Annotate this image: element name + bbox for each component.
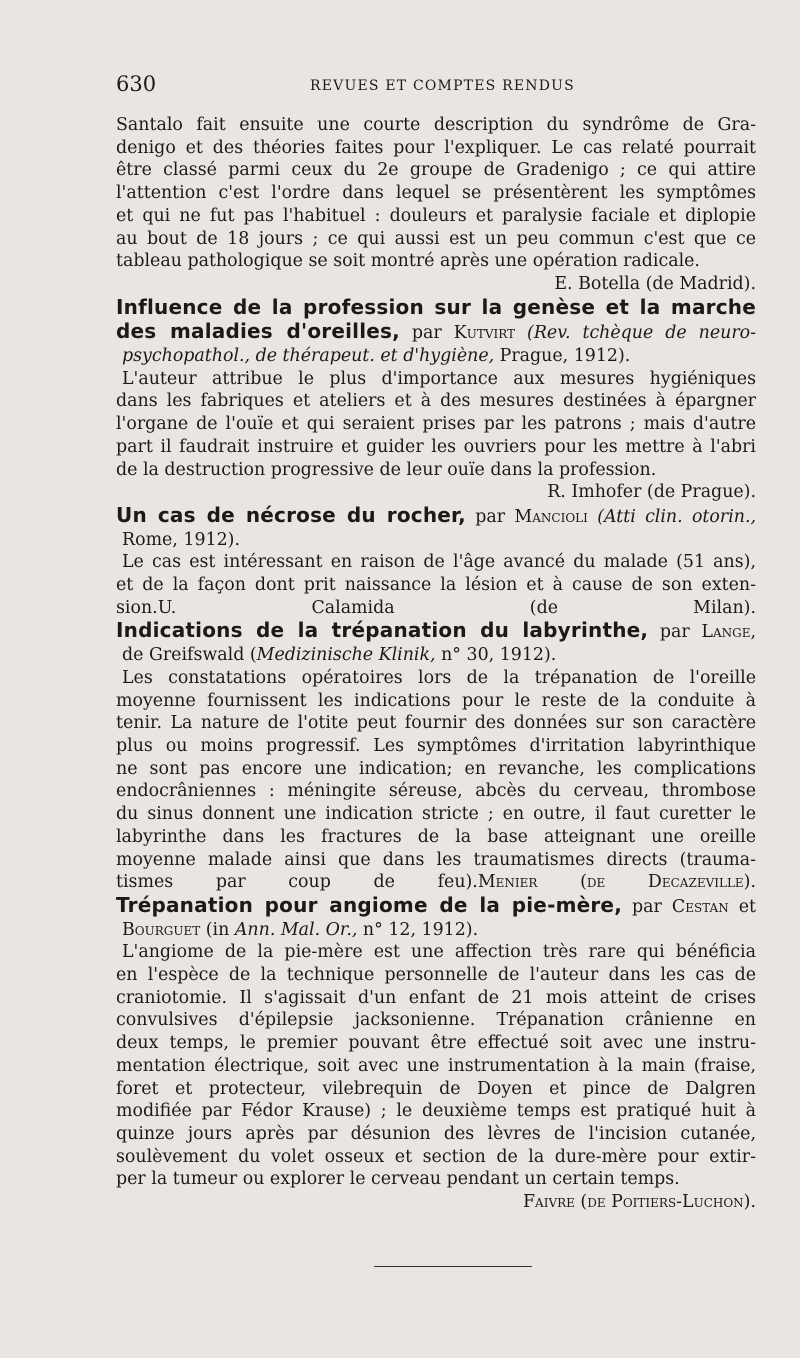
- article-reference: psychopathol., de thérapeut. et d'hygiène, Prague, 1912).: [122, 346, 631, 367]
- text-line: craniotomie. Il s'agissait d'un enfant de 21 mois atteint de crises: [116, 987, 756, 1008]
- text-line: l'attention c'est l'ordre dans lequel se présentèrent les symptômes: [116, 183, 756, 204]
- text-line: per la tumeur ou explorer le cerveau pendant un certain temps.: [116, 1169, 680, 1190]
- signature: E. Botella (de Madrid).: [554, 273, 756, 294]
- text-line: ne sont pas encore une indication; en revanche, les complications: [116, 758, 756, 779]
- text-line: moyenne fournissent les indications pour le reste de la conduite à: [116, 690, 756, 711]
- article-trepanation-labyrinthe: [116, 619, 756, 893]
- text-line-with-signature: sion.U. Calamida (de Milan).: [116, 597, 756, 618]
- text-line: Les constatations opératoires lors de la trépanation de l'oreille: [122, 667, 756, 688]
- text-line-with-signature: tismes par coup de feu).Menier (de Decazeville).: [116, 872, 756, 893]
- text-line: du sinus donnent une indication stricte ; en outre, il faut curetter le: [116, 804, 756, 825]
- article-title-line: Un cas de nécrose du rocher, par Mancioli (Atti clin. otorin.,: [116, 502, 757, 527]
- text-line: foret et protecteur, vilebrequin de Doyen et pince de Dalgren: [116, 1078, 756, 1099]
- text-line: moyenne malade ainsi que dans les traumatismes directs (trauma-: [116, 849, 756, 870]
- text-line: L'angiome de la pie-mère est une affection très rare qui bénéficia: [122, 942, 756, 963]
- end-rule: [374, 1266, 532, 1267]
- article-reference: de Greifswald (Medizinische Klinik, n° 30, 1912).: [122, 645, 557, 666]
- article-title-line: Influence de la profession sur la genèse et la marche: [116, 294, 756, 319]
- article-angiome-pie-mere: [116, 894, 756, 1214]
- article-title-line: Trépanation pour angiome de la pie-mère, par Cestan et: [116, 892, 757, 917]
- text-line: Le cas est intéressant en raison de l'âge avancé du malade (51 ans),: [122, 552, 756, 573]
- running-head: REVUES ET COMPTES RENDUS: [310, 78, 575, 94]
- article-title-line: des maladies d'oreilles, par Kutvirt (Rev. tchèque de neuro-: [116, 319, 756, 344]
- text-line: en l'espèce de la technique personnelle de l'auteur dans les cas de: [116, 965, 756, 986]
- text-line: et qui ne fut pas l'habituel : douleurs et paralysie faciale et diplopie: [116, 205, 756, 226]
- text-line: Santalo fait ensuite une courte description du syndrôme de Gra-: [116, 115, 756, 135]
- text-line: part il faudrait instruire et guider les ouvriers pour les mettre à l'abri: [116, 436, 756, 457]
- article-influence-profession: [116, 296, 756, 504]
- article-necrose-rocher: [116, 504, 756, 620]
- text-line: denigo et des théories faites pour l'expliquer. Le cas relaté pourrait: [116, 137, 756, 158]
- text-line: deux temps, le premier pouvant être effectué soit avec une instru-: [116, 1033, 756, 1054]
- text-line: tableau pathologique se soit montré après une opération radicale.: [116, 251, 700, 272]
- signature: Faivre (de Poitiers-Luchon).: [522, 1192, 756, 1213]
- text-line: tenir. La nature de l'otite peut fournir des données sur son caractère: [116, 713, 756, 734]
- text-line: plus ou moins progressif. Les symptômes d'irritation labyrinthique: [116, 735, 756, 756]
- article-reference: Bourguet (in Ann. Mal. Or., n° 12, 1912).: [122, 919, 479, 940]
- article-reference: Rome, 1912).: [122, 529, 240, 550]
- text-line: soulèvement du volet osseux et section de la dure-mère pour extir-: [116, 1146, 756, 1167]
- article-title-line: Indications de la trépanation du labyrinthe, par Lange,: [116, 618, 757, 643]
- text-line: de la destruction progressive de leur ouïe dans la profession.: [116, 459, 657, 480]
- text-line: être classé parmi ceux du 2e groupe de Gradenigo ; ce qui attire: [116, 160, 756, 181]
- text-line: modifiée par Fédor Krause) ; le deuxième temps est pratiqué huit à: [116, 1101, 756, 1122]
- page-body: [116, 114, 756, 1214]
- text-line: l'organe de l'ouïe et qui seraient prises par les patrons ; mais d'autre: [116, 414, 756, 435]
- text-line: quinze jours après par désunion des lèvres de l'incision cutanée,: [116, 1123, 756, 1144]
- text-line: mentation électrique, soit avec une instrumentation à la main (fraise,: [116, 1055, 756, 1076]
- page-header: [116, 72, 756, 102]
- text-line: L'auteur attribue le plus d'importance aux mesures hygiéniques: [122, 368, 756, 389]
- text-line: au bout de 18 jours ; ce qui aussi est un peu commun c'est que ce: [116, 228, 756, 249]
- text-line: endocrâniennes : méningite séreuse, abcès du cerveau, thrombose: [116, 781, 756, 802]
- text-line: dans les fabriques et ateliers et à des mesures destinées à épargner: [116, 391, 756, 412]
- paragraph-santalo: [116, 114, 756, 296]
- signature: R. Imhofer (de Prague).: [547, 482, 756, 503]
- text-line: et de la façon dont prit naissance la lésion et à cause de son exten-: [116, 575, 756, 596]
- text-line: labyrinthe dans les fractures de la base atteignant une oreille: [116, 826, 756, 847]
- text-line: convulsives d'épilepsie jacksonienne. Trépanation crânienne en: [116, 1010, 756, 1031]
- page-number: 630: [116, 72, 157, 96]
